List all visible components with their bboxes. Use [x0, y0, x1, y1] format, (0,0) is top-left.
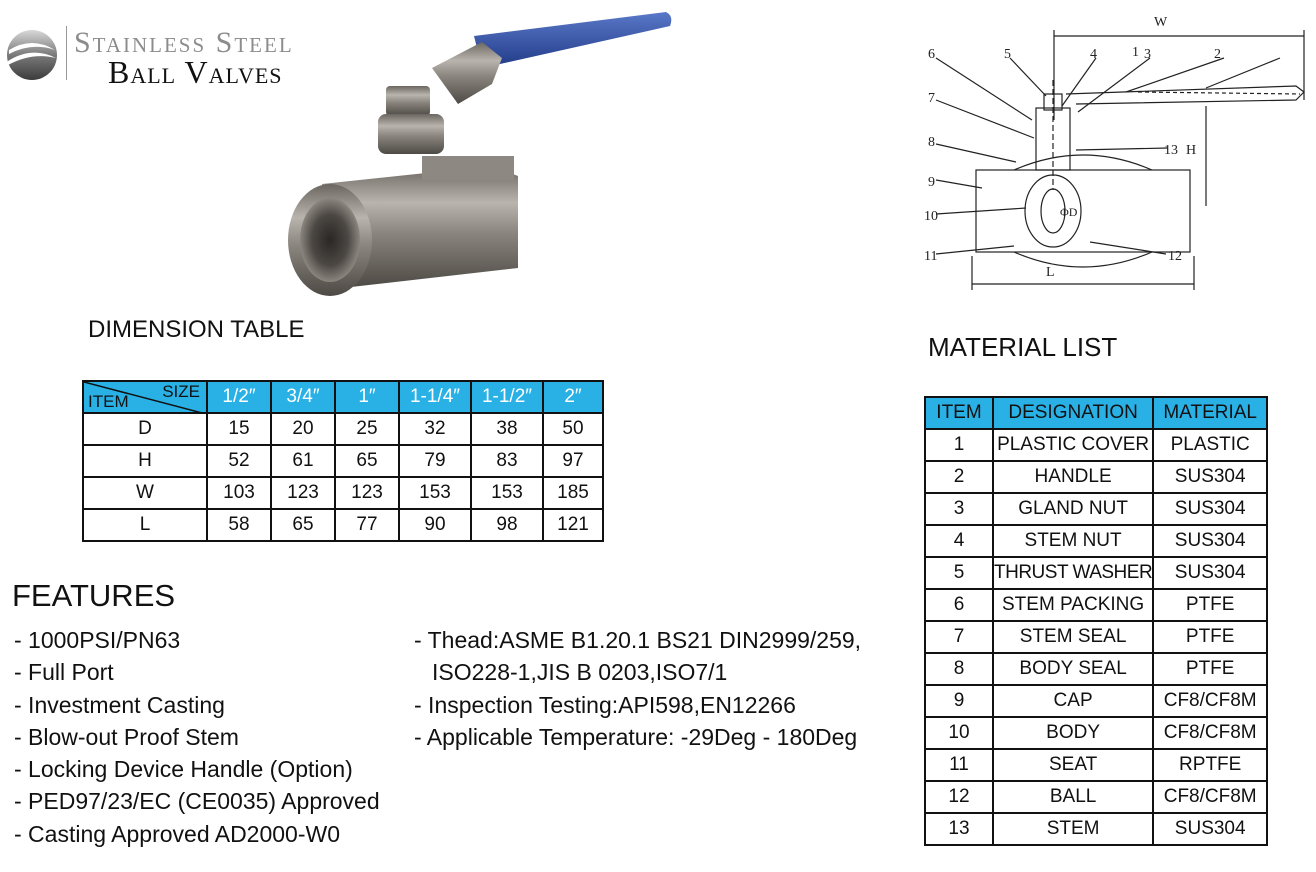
table-cell: 153 [399, 477, 471, 509]
drawing-label-w: W [1154, 15, 1168, 30]
size-header: 2″ [543, 381, 603, 413]
table-cell: 97 [543, 445, 603, 477]
row-item: H [83, 445, 207, 477]
table-row [83, 413, 603, 445]
feature-item: - Thead:ASME B1.20.1 BS21 DIN2999/259, [414, 627, 862, 653]
table-cell: 65 [335, 445, 399, 477]
drawing-label-d: ΦD [1060, 205, 1078, 219]
table-cell: 61 [271, 445, 335, 477]
feature-item: - Blow-out Proof Stem [14, 723, 239, 750]
feature-item: - Applicable Temperature: -29Deg - 180Deg [414, 723, 858, 750]
designation: GLAND NUT [993, 493, 1153, 525]
material: SUS304 [1153, 525, 1267, 557]
drawing-label-2: 2 [1214, 47, 1221, 62]
table-cell: 65 [271, 509, 335, 541]
designation: THRUST WASHER [993, 557, 1153, 589]
material: SUS304 [1153, 813, 1267, 845]
drawing-label-12: 12 [1168, 249, 1182, 264]
drawing-label-h: H [1186, 143, 1197, 158]
table-row [925, 781, 1267, 813]
item-number: 8 [925, 653, 993, 685]
features-list-right [414, 624, 861, 753]
drawing-label-7: 7 [928, 91, 935, 106]
item-number: 12 [925, 781, 993, 813]
logo-text-line2: Ball Valves [108, 54, 283, 90]
drawing-label-10: 10 [924, 209, 938, 224]
designation: CAP [993, 685, 1153, 717]
table-cell: 90 [399, 509, 471, 541]
material: PTFE [1153, 589, 1267, 621]
material-list-title: MATERIAL LIST [928, 332, 1118, 362]
table-row [925, 557, 1267, 589]
features-list-left [14, 624, 380, 850]
drawing-label-11: 11 [924, 249, 938, 264]
drawing-label-9: 9 [928, 175, 935, 190]
drawing-label-6: 6 [928, 47, 935, 62]
table-cell: 32 [399, 413, 471, 445]
item-number: 1 [925, 429, 993, 461]
corner-size-label: SIZE [162, 382, 200, 401]
designation: BALL [993, 781, 1153, 813]
size-header: 3/4″ [271, 381, 335, 413]
dimension-table-title: DIMENSION TABLE [88, 316, 305, 343]
table-cell: 123 [271, 477, 335, 509]
designation: SEAT [993, 749, 1153, 781]
designation: BODY SEAL [993, 653, 1153, 685]
table-cell: 25 [335, 413, 399, 445]
material: PLASTIC [1153, 429, 1267, 461]
row-item: D [83, 413, 207, 445]
feature-item: - PED97/23/EC (CE0035) Approved [14, 788, 380, 815]
logo-text-line1: Stainless Steel [74, 26, 294, 59]
table-row [925, 589, 1267, 621]
material: CF8/CF8M [1153, 781, 1267, 813]
material: SUS304 [1153, 461, 1267, 493]
feature-item: - Casting Approved AD2000-W0 [14, 820, 341, 847]
feature-item: - Investment Casting [14, 691, 225, 718]
table-cell: 52 [207, 445, 271, 477]
column-header-item: ITEM [925, 397, 993, 429]
designation: PLASTIC COVER [993, 429, 1153, 461]
material-table [924, 396, 1268, 846]
item-number: 10 [925, 717, 993, 749]
table-cell: 50 [543, 413, 603, 445]
table-cell: 77 [335, 509, 399, 541]
table-row [83, 477, 603, 509]
designation: BODY [993, 717, 1153, 749]
column-header-designation: DESIGNATION [993, 397, 1153, 429]
drawing-label-5: 5 [1004, 47, 1011, 62]
row-item: L [83, 509, 207, 541]
feature-item: - Full Port [14, 659, 114, 686]
table-cell: 83 [471, 445, 543, 477]
logo-divider [66, 26, 67, 80]
drawing-label-8: 8 [928, 135, 935, 150]
table-row [925, 429, 1267, 461]
table-row [925, 653, 1267, 685]
table-row [925, 685, 1267, 717]
material: SUS304 [1153, 557, 1267, 589]
table-cell: 38 [471, 413, 543, 445]
item-number: 3 [925, 493, 993, 525]
designation: HANDLE [993, 461, 1153, 493]
designation: STEM PACKING [993, 589, 1153, 621]
corner-item-label: ITEM [88, 392, 129, 411]
drawing-label-l: L [1046, 265, 1055, 280]
size-header: 1″ [335, 381, 399, 413]
material: PTFE [1153, 621, 1267, 653]
table-row [925, 461, 1267, 493]
material: RPTFE [1153, 749, 1267, 781]
table-row [83, 509, 603, 541]
logo-mark-icon [4, 28, 60, 82]
table-cell: 58 [207, 509, 271, 541]
drawing-label-4: 4 [1090, 47, 1097, 62]
table-row [925, 493, 1267, 525]
drawing-label-3: 3 [1144, 47, 1151, 62]
item-number: 5 [925, 557, 993, 589]
feature-item: - Inspection Testing:API598,EN12266 [414, 691, 796, 718]
drawing-label-13: 13 [1164, 143, 1178, 158]
table-cell: 121 [543, 509, 603, 541]
feature-item-continuation: ISO228-1,JIS B 0203,ISO7/1 [432, 659, 728, 686]
drawing-label-1: 1 [1132, 45, 1139, 60]
table-row [925, 717, 1267, 749]
dimension-table [82, 380, 604, 542]
size-header: 1-1/4″ [399, 381, 471, 413]
designation: STEM [993, 813, 1153, 845]
dimension-corner-cell [83, 381, 207, 413]
size-header: 1/2″ [207, 381, 271, 413]
item-number: 2 [925, 461, 993, 493]
table-row [925, 525, 1267, 557]
table-row [925, 621, 1267, 653]
item-number: 7 [925, 621, 993, 653]
designation: STEM SEAL [993, 621, 1153, 653]
material: CF8/CF8M [1153, 717, 1267, 749]
table-row [925, 813, 1267, 845]
table-cell: 103 [207, 477, 271, 509]
table-cell: 79 [399, 445, 471, 477]
features-title: FEATURES [12, 578, 176, 613]
item-number: 13 [925, 813, 993, 845]
material: SUS304 [1153, 493, 1267, 525]
table-cell: 98 [471, 509, 543, 541]
material: CF8/CF8M [1153, 685, 1267, 717]
item-number: 4 [925, 525, 993, 557]
dimension-header-row [83, 381, 603, 413]
material-header-row [925, 397, 1267, 429]
table-cell: 15 [207, 413, 271, 445]
ball-valve-photo [282, 6, 674, 302]
table-cell: 185 [543, 477, 603, 509]
table-cell: 20 [271, 413, 335, 445]
feature-item: - Locking Device Handle (Option) [14, 756, 353, 783]
feature-item: - 1000PSI/PN63 [14, 627, 181, 653]
table-row [925, 749, 1267, 781]
item-number: 9 [925, 685, 993, 717]
row-item: W [83, 477, 207, 509]
table-cell: 123 [335, 477, 399, 509]
size-header: 1-1/2″ [471, 381, 543, 413]
item-number: 6 [925, 589, 993, 621]
material: PTFE [1153, 653, 1267, 685]
item-number: 11 [925, 749, 993, 781]
table-cell: 153 [471, 477, 543, 509]
column-header-material: MATERIAL [1153, 397, 1267, 429]
valve-cross-section-drawing [906, 10, 1314, 294]
table-row [83, 445, 603, 477]
designation: STEM NUT [993, 525, 1153, 557]
